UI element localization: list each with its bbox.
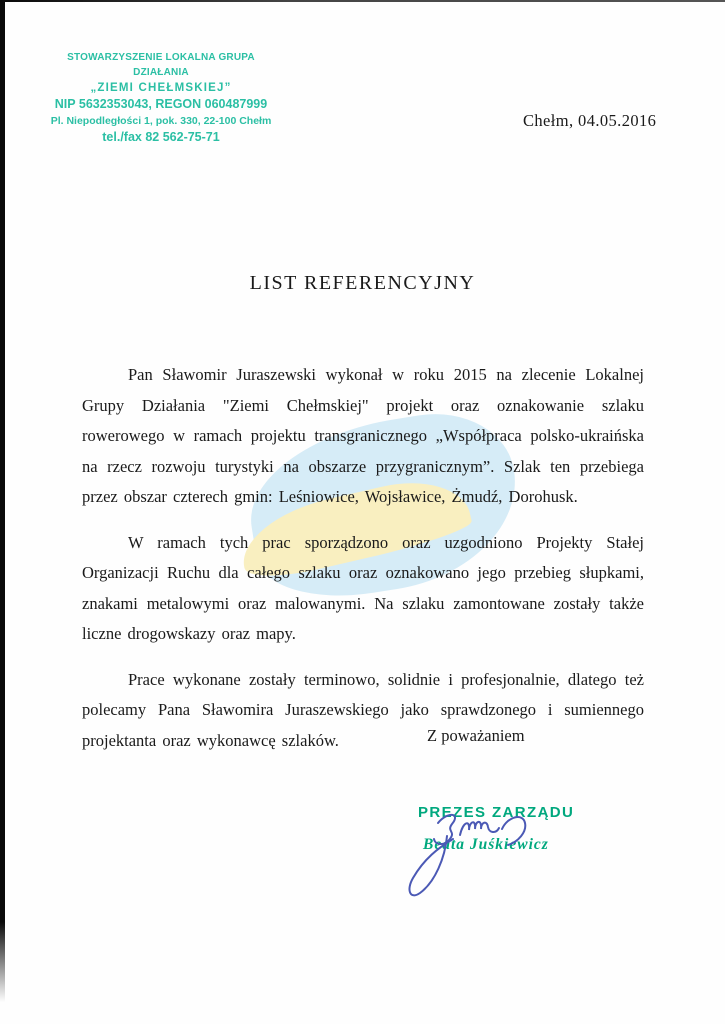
signer-name-stamp: Beata Juśkiewicz [423,836,549,853]
scan-edge-left [0,0,5,1002]
stamp-address: Pl. Niepodległości 1, pok. 330, 22-100 Chełm [50,115,272,127]
paragraph-2: W ramach tych prac sporządzono oraz uzgodniono Projekty Stałej Organizacji Ruchu dla całego szlaku oraz oznakowano jego przebieg słupkami, znakami metalowymi oraz malowanymi. Na szlaku zamontowane zostały także liczne drogowskazy oraz mapy. [82,532,644,643]
signer-title-stamp: PREZES ZARZĄDU [418,804,575,821]
salutation: Z poważaniem [427,726,525,745]
signature-block [390,798,610,918]
signature-ink [390,798,570,923]
letter-body [82,360,644,771]
city-date: Chełm, 04.05.2016 [523,111,657,130]
paragraph-1: Pan Sławomir Juraszewski wykonał w roku 2015 na zlecenie Lokalnej Grupy Działania "Ziemi Chełmskiej" projekt oraz oznakowanie szlaku rowerowego w ramach projektu transgranicznego „Współpraca polsko-ukraińska na rzecz rozwoju turystyki na obszarze przygranicznym”. Szlak ten przebiega przez obszar czterech gmin: Leśniowice, Wojsławice, Żmudź, Dorohusk. [82,365,644,506]
letter-title: LIST REFERENCYJNY [249,272,476,294]
stamp-nip-regon: NIP 5632353043, REGON 060487999 [54,97,268,111]
organization-stamp [50,50,272,146]
stamp-org-subname: „ZIEMI CHEŁMSKIEJ” [90,82,232,94]
scan-edge-top [0,0,725,2]
paragraph-3: Prace wykonane zostały terminowo, solidnie i profesjonalnie, dlatego też polecamy Pana Sławomira Juraszewskiego jako sprawdzonego i sumiennego projektanta oraz wykonawcę szlaków. [82,669,644,750]
stamp-phone: tel./fax 82 562-75-71 [102,130,220,144]
stamp-org-name: STOWARZYSZENIE LOKALNA GRUPA DZIAŁANIA [67,52,255,78]
